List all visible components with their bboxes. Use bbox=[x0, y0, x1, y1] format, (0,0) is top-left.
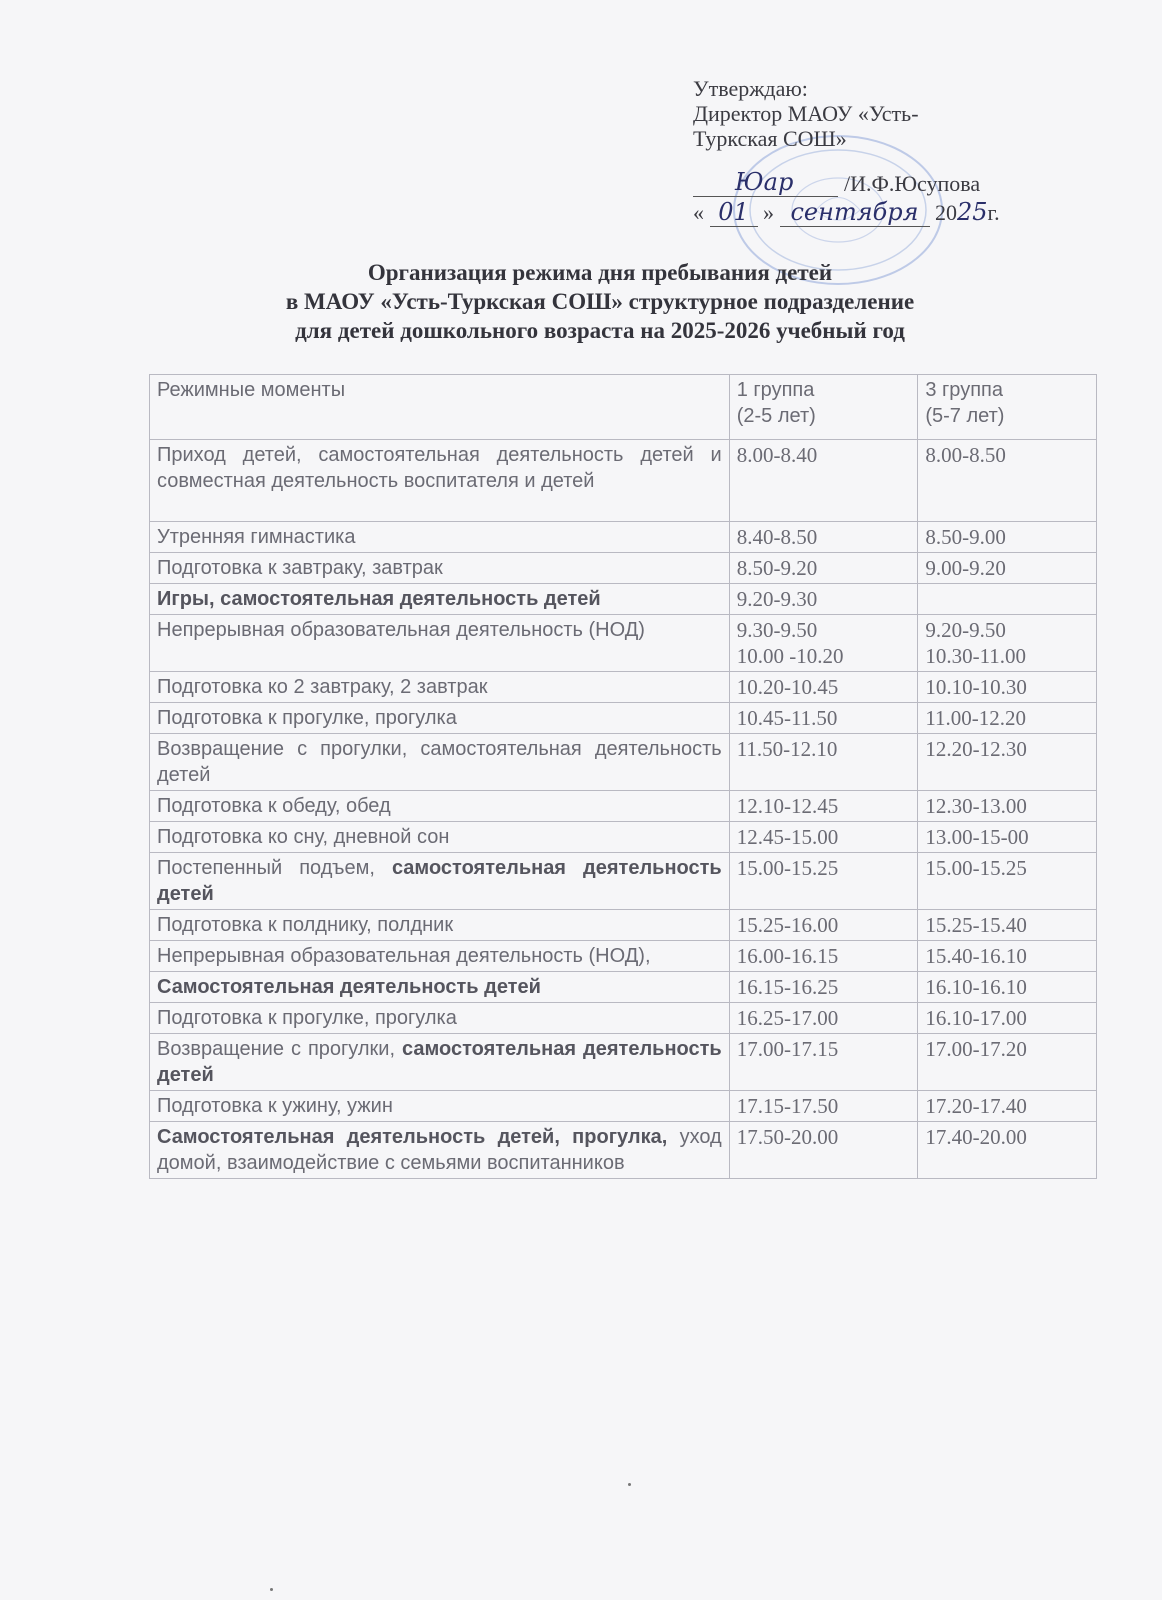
group3-time bbox=[918, 615, 1097, 672]
table-row bbox=[150, 440, 1097, 522]
table-header-row bbox=[150, 375, 1097, 440]
table-row bbox=[150, 853, 1097, 910]
title-line-3: для детей дошкольного возраста на 2025-2026 учебный год bbox=[295, 318, 905, 343]
header-activity: Режимные моменты bbox=[150, 375, 730, 440]
group1-time: 16.00-16.15 bbox=[729, 941, 918, 972]
group1-time: 10.45-11.50 bbox=[729, 703, 918, 734]
activity-cell: Подготовка к прогулке, прогулка bbox=[150, 703, 730, 734]
date-year-prefix: 20 bbox=[935, 200, 957, 225]
date-year-suffix: 25 bbox=[957, 198, 988, 226]
table-row bbox=[150, 972, 1097, 1003]
activity-cell: Непрерывная образовательная деятельность (НОД), bbox=[150, 941, 730, 972]
approval-date bbox=[693, 198, 1000, 227]
header-group1-name: 1 группа bbox=[736, 379, 815, 401]
group3-time: 15.00-15.25 bbox=[918, 853, 1097, 910]
date-open-quote: « bbox=[693, 200, 704, 225]
group3-time: 8.00-8.50 bbox=[918, 440, 1097, 522]
approval-label: Утверждаю: bbox=[693, 76, 808, 101]
signature-blank bbox=[693, 168, 838, 197]
activity-cell: Подготовка ко сну, дневной сон bbox=[150, 822, 730, 853]
activity-cell: Возвращение с прогулки, самостоятельная деятельность детей bbox=[150, 734, 730, 791]
group1-time: 16.25-17.00 bbox=[729, 1003, 918, 1034]
group3-time: 16.10-17.00 bbox=[918, 1003, 1097, 1034]
group3-time-slot-1: 9.20-9.50 bbox=[925, 618, 1006, 642]
date-close-quote: » bbox=[763, 200, 774, 225]
header-group1-age: (2-5 лет) bbox=[736, 405, 816, 427]
activity-cell: Самостоятельная деятельность детей bbox=[150, 972, 730, 1003]
activity-text-bold: самостоятельная деятельность детей bbox=[157, 1038, 722, 1086]
activity-text: Возвращение с прогулки, bbox=[157, 1038, 396, 1060]
header-group1 bbox=[729, 375, 918, 440]
approval-block bbox=[693, 76, 1033, 151]
table-row bbox=[150, 615, 1097, 672]
group1-time: 16.15-16.25 bbox=[729, 972, 918, 1003]
table-row bbox=[150, 553, 1097, 584]
signature-line bbox=[693, 168, 980, 197]
approver-name: /И.Ф.Юсупова bbox=[844, 171, 981, 196]
approver-position-line2: Туркская СОШ» bbox=[693, 126, 847, 151]
header-group3-name: 3 группа bbox=[925, 379, 1003, 401]
date-year-unit: г. bbox=[987, 200, 1000, 225]
group1-time bbox=[729, 615, 918, 672]
group1-time: 17.15-17.50 bbox=[729, 1091, 918, 1122]
group1-time: 11.50-12.10 bbox=[729, 734, 918, 791]
activity-cell: Подготовка к обеду, обед bbox=[150, 791, 730, 822]
group3-time: 12.20-12.30 bbox=[918, 734, 1097, 791]
activity-cell: Подготовка к завтраку, завтрак bbox=[150, 553, 730, 584]
table-row bbox=[150, 822, 1097, 853]
title-line-2: в МАОУ «Усть-Туркская СОШ» структурное подразделение bbox=[285, 289, 915, 314]
approver-position-line1: Директор МАОУ «Усть- bbox=[693, 101, 919, 126]
date-month: сентября bbox=[790, 198, 919, 226]
group3-time: 13.00-15-00 bbox=[918, 822, 1097, 853]
table-row bbox=[150, 1034, 1097, 1091]
group3-time: 11.00-12.20 bbox=[918, 703, 1097, 734]
table-row bbox=[150, 791, 1097, 822]
group3-time bbox=[918, 584, 1097, 615]
group1-time: 8.40-8.50 bbox=[729, 522, 918, 553]
activity-text-bold: самостоятельная деятельность детей bbox=[157, 857, 722, 905]
group3-time: 15.40-16.10 bbox=[918, 941, 1097, 972]
table-row bbox=[150, 1003, 1097, 1034]
group3-time: 17.20-17.40 bbox=[918, 1091, 1097, 1122]
group3-time: 16.10-16.10 bbox=[918, 972, 1097, 1003]
activity-cell: Непрерывная образовательная деятельность (НОД) bbox=[150, 615, 730, 672]
group3-time: 12.30-13.00 bbox=[918, 791, 1097, 822]
activity-cell: Игры, самостоятельная деятельность детей bbox=[150, 584, 730, 615]
group1-time: 15.00-15.25 bbox=[729, 853, 918, 910]
table-row bbox=[150, 522, 1097, 553]
daily-schedule-table bbox=[149, 374, 1097, 1179]
group3-time: 17.00-17.20 bbox=[918, 1034, 1097, 1091]
activity-cell: Подготовка к ужину, ужин bbox=[150, 1091, 730, 1122]
scan-speck bbox=[628, 1483, 631, 1486]
group1-time-slot-2: 10.00 -10.20 bbox=[736, 644, 844, 668]
group1-time: 12.45-15.00 bbox=[729, 822, 918, 853]
handwritten-signature: Юар bbox=[735, 168, 794, 196]
group3-time: 9.00-9.20 bbox=[918, 553, 1097, 584]
group1-time: 9.20-9.30 bbox=[729, 584, 918, 615]
group1-time: 15.25-16.00 bbox=[729, 910, 918, 941]
group3-time: 10.10-10.30 bbox=[918, 672, 1097, 703]
table-row bbox=[150, 910, 1097, 941]
header-group3-age: (5-7 лет) bbox=[925, 405, 1005, 427]
activity-cell: Приход детей, самостоятельная деятельность детей и совместная деятельность воспитателя и детей bbox=[150, 440, 730, 522]
group1-time: 8.50-9.20 bbox=[729, 553, 918, 584]
group1-time: 17.00-17.15 bbox=[729, 1034, 918, 1091]
date-day: 01 bbox=[718, 198, 749, 226]
group3-time: 15.25-15.40 bbox=[918, 910, 1097, 941]
date-month-field bbox=[780, 198, 930, 227]
activity-text: уход домой, взаимодействие с семьями воспитанников bbox=[157, 1126, 722, 1174]
title-line-1: Организация режима дня пребывания детей bbox=[367, 260, 833, 285]
date-day-field bbox=[710, 198, 758, 227]
document-title bbox=[160, 258, 1040, 345]
group1-time: 8.00-8.40 bbox=[729, 440, 918, 522]
group1-time: 17.50-20.00 bbox=[729, 1122, 918, 1179]
activity-text: Постепенный подъем, bbox=[157, 857, 375, 879]
activity-cell: Подготовка к прогулке, прогулка bbox=[150, 1003, 730, 1034]
table-row bbox=[150, 703, 1097, 734]
activity-cell bbox=[150, 1034, 730, 1091]
table-row bbox=[150, 1122, 1097, 1179]
table-row bbox=[150, 1091, 1097, 1122]
table-row bbox=[150, 672, 1097, 703]
scan-speck bbox=[270, 1588, 273, 1591]
activity-text-bold: Самостоятельная деятельность детей, прогулка, bbox=[157, 1126, 668, 1148]
activity-cell bbox=[150, 853, 730, 910]
activity-cell: Утренняя гимнастика bbox=[150, 522, 730, 553]
activity-cell bbox=[150, 1122, 730, 1179]
group3-time: 8.50-9.00 bbox=[918, 522, 1097, 553]
table-row bbox=[150, 734, 1097, 791]
group3-time: 17.40-20.00 bbox=[918, 1122, 1097, 1179]
group1-time: 12.10-12.45 bbox=[729, 791, 918, 822]
group3-time-slot-2: 10.30-11.00 bbox=[925, 644, 1027, 668]
group1-time-slot-1: 9.30-9.50 bbox=[736, 618, 818, 642]
table-row bbox=[150, 941, 1097, 972]
group1-time: 10.20-10.45 bbox=[729, 672, 918, 703]
activity-cell: Подготовка к полднику, полдник bbox=[150, 910, 730, 941]
header-group3 bbox=[918, 375, 1097, 440]
table-row bbox=[150, 584, 1097, 615]
activity-cell: Подготовка ко 2 завтраку, 2 завтрак bbox=[150, 672, 730, 703]
